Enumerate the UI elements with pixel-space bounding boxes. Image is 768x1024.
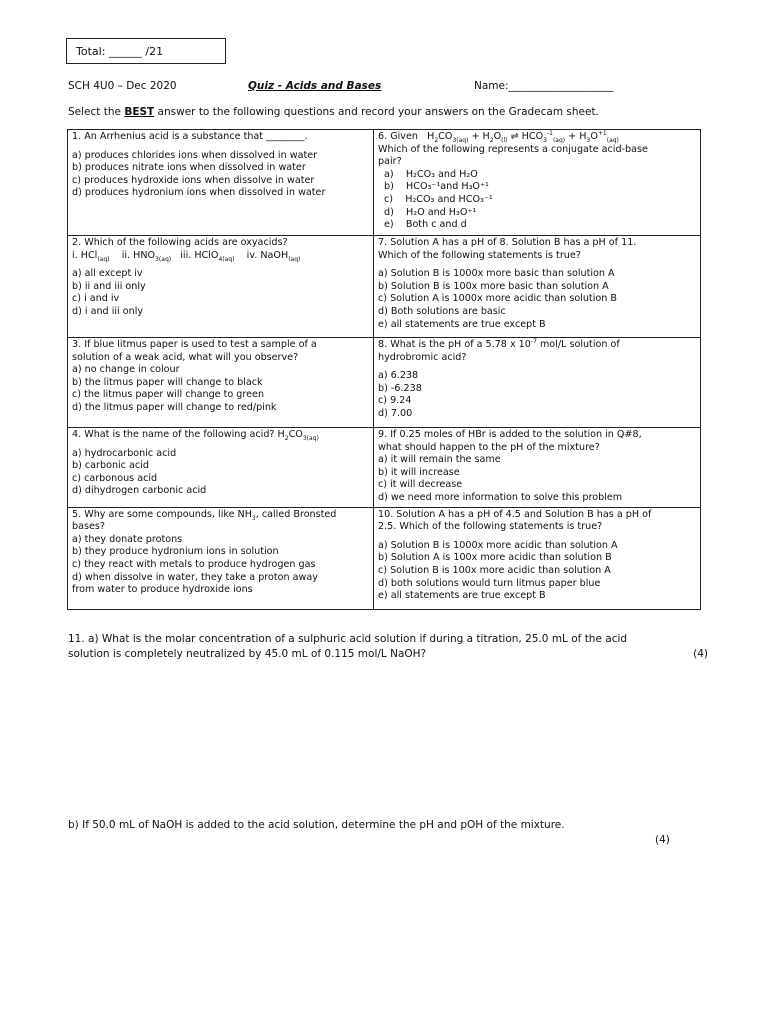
total-out-of: /21 bbox=[145, 44, 164, 58]
name-field[interactable]: Name:____________________ bbox=[474, 80, 614, 92]
question-11b: b) If 50.0 mL of NaOH is added to the acid solution, determine the pH and pOH of the mixture. bbox=[68, 819, 565, 831]
total-blank: ______ bbox=[108, 44, 142, 58]
q5-option-d[interactable]: d) when dissolve in water, they take a proton away bbox=[72, 571, 318, 583]
q8-exponent: -7 bbox=[530, 337, 537, 345]
q4-stem bbox=[72, 429, 369, 442]
q6-option-c[interactable] bbox=[378, 194, 696, 207]
q11a-points: (4) bbox=[693, 648, 708, 660]
q3-option-d[interactable]: d) the litmus paper will change to red/pink bbox=[72, 401, 277, 413]
q10-option-c[interactable]: c) Solution B is 100x more acidic than solution A bbox=[378, 564, 611, 576]
q1-option-d[interactable]: d) produces hydronium ions when dissolved in water bbox=[72, 187, 326, 199]
question-9 bbox=[374, 428, 701, 508]
q11b-points: (4) bbox=[655, 834, 670, 846]
q5-stem-post: , called Bronsted bbox=[255, 508, 337, 520]
q6-eq-part: + H bbox=[468, 131, 490, 142]
q2-option-a[interactable]: a) all except iv bbox=[72, 268, 143, 280]
equilibrium-arrow-icon: ⇌ bbox=[507, 131, 522, 142]
q6-eq-sub: 3(aq) bbox=[452, 136, 469, 144]
instructions bbox=[68, 106, 599, 118]
option-text: H₂CO₃ and H₂O bbox=[405, 168, 478, 180]
question-5 bbox=[68, 507, 374, 609]
q6-eq-part: O bbox=[493, 131, 502, 142]
q2-sub: (aq) bbox=[158, 255, 172, 263]
q6-stem-2: Which of the following represents a conjugate acid-base bbox=[378, 143, 648, 155]
q2-item-i: i. HCl bbox=[72, 249, 98, 261]
q6-eq-part: HCO bbox=[521, 131, 544, 142]
q6-eq-sub: 2 bbox=[434, 136, 439, 144]
q6-eq-sub: 2 bbox=[489, 136, 494, 144]
q7-stem-2: Which of the following statements is true? bbox=[378, 249, 581, 261]
question-10 bbox=[374, 507, 701, 609]
q4-formula: CO bbox=[288, 429, 303, 440]
q6-eq-part: + H bbox=[565, 131, 587, 142]
option-text: Both c and d bbox=[405, 219, 467, 231]
q6-option-b[interactable] bbox=[378, 181, 696, 194]
q3-option-c[interactable]: c) the litmus paper will change to green bbox=[72, 389, 265, 401]
q5-stem-1 bbox=[72, 509, 369, 522]
q11a-line-1: 11. a) What is the molar concentration of a sulphuric acid solution if during a titration, 25.0 mL of the acid bbox=[68, 633, 628, 645]
q3-option-a[interactable]: a) no change in colour bbox=[72, 364, 180, 376]
q4-option-d[interactable]: d) dihydrogen carbonic acid bbox=[72, 485, 207, 497]
q6-option-e[interactable] bbox=[378, 219, 696, 232]
q1-option-c[interactable]: c) produces hydroxide ions when dissolve in water bbox=[72, 174, 315, 186]
option-letter: e) bbox=[384, 219, 394, 231]
q9-option-c[interactable]: c) it will decrease bbox=[378, 479, 463, 491]
q3-option-b[interactable]: b) the litmus paper will change to black bbox=[72, 376, 263, 388]
q8-option-d[interactable]: d) 7.00 bbox=[378, 407, 413, 419]
q7-option-e[interactable]: e) all statements are true except B bbox=[378, 318, 546, 330]
q2-sub: 3 bbox=[155, 255, 159, 263]
q4-option-c[interactable]: c) carbonous acid bbox=[72, 472, 158, 484]
q5-stem-2: bases? bbox=[72, 521, 105, 533]
q6-option-d[interactable] bbox=[378, 207, 696, 220]
option-text: HCO₃⁻¹and H₃O⁺¹ bbox=[406, 181, 489, 193]
q6-eq-sup: +1 bbox=[597, 129, 607, 137]
q10-option-b[interactable]: b) Solution A is 100x more acidic than solution B bbox=[378, 552, 612, 564]
q10-option-e[interactable]: e) all statements are true except B bbox=[378, 590, 546, 602]
q6-eq-sub: (aq) bbox=[552, 136, 566, 144]
instructions-bold: BEST bbox=[124, 106, 155, 118]
q2-items bbox=[72, 250, 369, 263]
q11a-line-2 bbox=[68, 647, 708, 662]
q1-stem: 1. An Arrhenius acid is a substance that ________. bbox=[72, 131, 308, 142]
q5-option-c[interactable]: c) they react with metals to produce hydrogen gas bbox=[72, 558, 316, 570]
q4-stem-text: 4. What is the name of the following acid? H bbox=[72, 429, 285, 440]
q2-sub: (aq) bbox=[288, 255, 301, 263]
q3-stem-2: solution of a weak acid, what will you observe? bbox=[72, 351, 299, 363]
total-label: Total: bbox=[76, 44, 106, 58]
q4-option-b[interactable]: b) carbonic acid bbox=[72, 460, 149, 472]
q4-sub: 2 bbox=[284, 434, 289, 442]
instructions-post: answer to the following questions and record your answers on the Gradecam sheet. bbox=[154, 106, 599, 118]
q8-stem-post: mol/L solution of bbox=[536, 339, 620, 350]
q2-sub: (aq) bbox=[97, 255, 110, 263]
q2-option-c[interactable]: c) i and iv bbox=[72, 293, 120, 305]
q7-option-b[interactable]: b) Solution B is 100x more basic than solution A bbox=[378, 280, 609, 292]
q7-option-c[interactable]: c) Solution A is 1000x more acidic than solution B bbox=[378, 293, 617, 305]
q8-stem-1 bbox=[378, 339, 696, 352]
q8-stem-2: hydrobromic acid? bbox=[378, 351, 467, 363]
q10-stem-2: 2.5. Which of the following statements is true? bbox=[378, 521, 603, 533]
q8-stem-pre: 8. What is the pH of a 5.78 x 10 bbox=[378, 339, 531, 350]
q2-item-iv: iv. NaOH bbox=[246, 249, 289, 261]
q8-option-b[interactable]: b) -6.238 bbox=[378, 382, 422, 394]
question-7 bbox=[374, 236, 701, 338]
q2-option-d[interactable]: d) i and iii only bbox=[72, 305, 144, 317]
q5-stem-pre: 5. Why are some compounds, like NH bbox=[72, 508, 252, 520]
q3-stem-1: 3. If blue litmus paper is used to test a sample of a bbox=[72, 339, 317, 350]
q2-sub: 4(aq) bbox=[218, 255, 235, 263]
option-text: H₂O and H₃O⁺¹ bbox=[406, 206, 477, 218]
option-text: H₂CO₃ and HCO₃⁻¹ bbox=[405, 193, 493, 205]
q8-option-c[interactable]: c) 9.24 bbox=[378, 395, 412, 407]
q6-eq-part: H bbox=[427, 131, 435, 142]
q2-item-ii: ii. HNO bbox=[121, 249, 156, 261]
course-code: SCH 4U0 – Dec 2020 bbox=[68, 80, 177, 92]
q5-option-d-cont: from water to produce hydroxide ions bbox=[72, 584, 253, 596]
q5-option-b[interactable]: b) they produce hydronium ions in solution bbox=[72, 546, 279, 558]
q7-option-d[interactable]: d) Both solutions are basic bbox=[378, 305, 506, 317]
q7-stem-1: 7. Solution A has a pH of 8. Solution B has a pH of 11. bbox=[378, 237, 637, 248]
q6-eq-sub: 3 bbox=[543, 136, 547, 144]
q10-stem-1: 10. Solution A has a pH of 4.5 and Solution B has a pH of bbox=[378, 508, 652, 520]
question-1 bbox=[68, 130, 374, 236]
q10-option-a[interactable]: a) Solution B is 1000x more acidic than solution A bbox=[378, 539, 618, 551]
q5-sub: 3 bbox=[251, 514, 256, 522]
questions-table bbox=[67, 129, 701, 610]
question-8 bbox=[374, 338, 701, 428]
q5-option-a[interactable]: a) they donate protons bbox=[72, 533, 183, 545]
q1-option-b[interactable]: b) produces nitrate ions when dissolved in water bbox=[72, 162, 306, 174]
total-score-box bbox=[66, 38, 226, 64]
q4-option-a[interactable]: a) hydrocarbonic acid bbox=[72, 447, 177, 459]
question-11a bbox=[68, 632, 708, 662]
q6-eq-sub: 3 bbox=[586, 136, 591, 144]
q2-item-iii: iii. HClO bbox=[180, 249, 219, 261]
q7-option-a[interactable]: a) Solution B is 1000x more basic than solution A bbox=[378, 268, 615, 280]
q10-option-d[interactable]: d) both solutions would turn litmus paper blue bbox=[378, 577, 601, 589]
q6-label: 6. Given bbox=[378, 131, 418, 142]
option-letter: c) bbox=[384, 193, 394, 205]
question-3 bbox=[68, 338, 374, 428]
q6-eq-part: O bbox=[590, 131, 598, 142]
q6-eq-sup: -1 bbox=[546, 129, 553, 137]
q9-stem-1: 9. If 0.25 moles of HBr is added to the solution in Q#8, bbox=[378, 429, 642, 440]
q9-stem-2: what should happen to the pH of the mixture? bbox=[378, 441, 600, 453]
q9-option-a[interactable]: a) it will remain the same bbox=[378, 454, 501, 466]
question-4 bbox=[68, 428, 374, 508]
q6-option-a[interactable] bbox=[378, 169, 696, 182]
q9-option-b[interactable]: b) it will increase bbox=[378, 466, 460, 478]
option-letter: a) bbox=[384, 168, 394, 180]
q1-option-a[interactable]: a) produces chlorides ions when dissolved in water bbox=[72, 149, 318, 161]
q6-eq-sub: (aq) bbox=[606, 136, 619, 144]
question-2 bbox=[68, 236, 374, 338]
q6-eq-sub: (l) bbox=[501, 136, 508, 144]
option-letter: b) bbox=[384, 181, 394, 193]
q8-option-a[interactable]: a) 6.238 bbox=[378, 370, 419, 382]
q11a-line-2-text: solution is completely neutralized by 45.0 mL of 0.115 mol/L NaOH? bbox=[68, 648, 427, 660]
quiz-title: Quiz - Acids and Bases bbox=[248, 80, 382, 92]
q6-stem-equation bbox=[378, 131, 696, 144]
q2-stem: 2. Which of the following acids are oxyacids? bbox=[72, 237, 288, 248]
q2-option-b[interactable]: b) ii and iii only bbox=[72, 280, 146, 292]
q9-option-d[interactable]: d) we need more information to solve this problem bbox=[378, 491, 623, 503]
question-6 bbox=[374, 130, 701, 236]
q6-stem-3: pair? bbox=[378, 156, 402, 168]
q6-eq-part: CO bbox=[438, 131, 453, 142]
instructions-pre: Select the bbox=[68, 106, 125, 118]
option-letter: d) bbox=[384, 206, 394, 218]
q4-sub: 3(aq) bbox=[302, 434, 319, 442]
